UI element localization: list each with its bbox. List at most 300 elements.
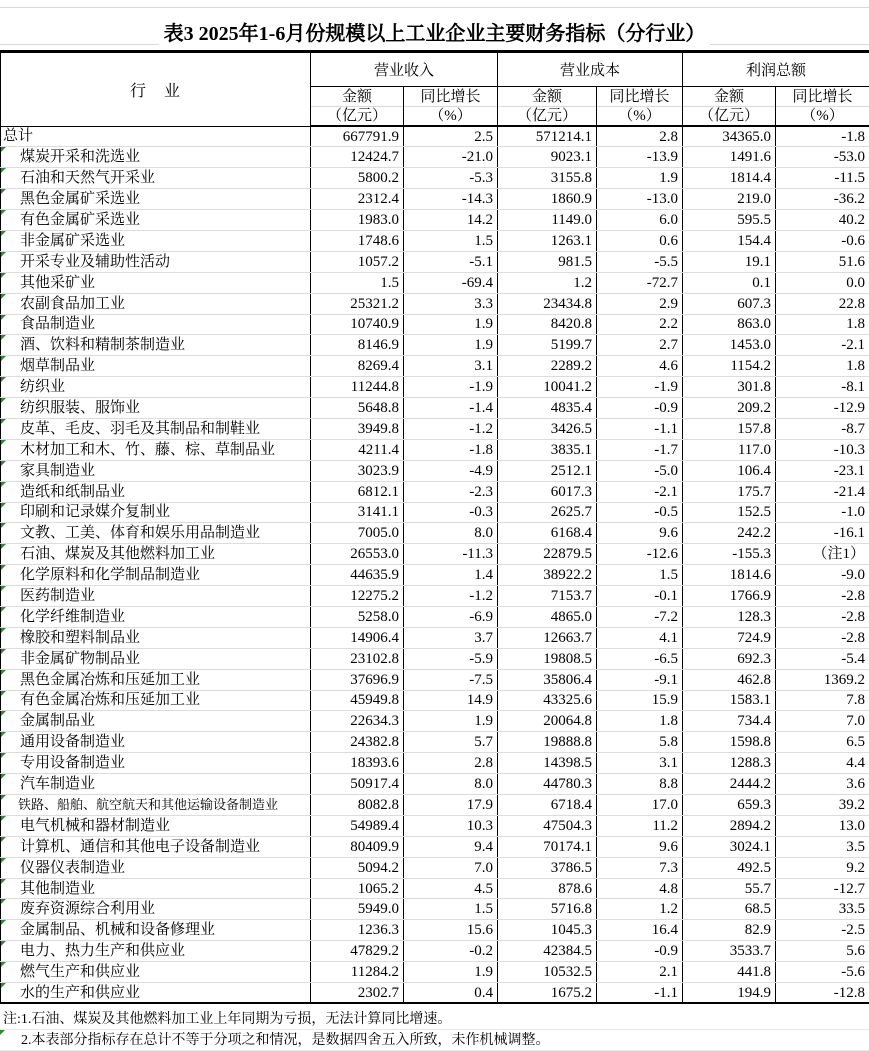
value-cell: -72.7 bbox=[597, 272, 683, 293]
value-cell: 4835.4 bbox=[498, 398, 597, 419]
industry-label: 铁路、船舶、航空航天和其他运输设备制造业 bbox=[18, 796, 279, 812]
value-cell: -2.1 bbox=[597, 481, 683, 502]
value-cell: -6.9 bbox=[404, 606, 498, 627]
industry-cell bbox=[1, 523, 311, 544]
value-cell: -1.0 bbox=[776, 502, 869, 523]
value-cell: 6812.1 bbox=[311, 481, 404, 502]
industry-cell bbox=[1, 774, 311, 795]
value-cell: 43325.6 bbox=[498, 690, 597, 711]
table-row bbox=[1, 502, 869, 523]
cell-flag-icon bbox=[1, 482, 6, 487]
value-cell: -1.9 bbox=[597, 377, 683, 398]
value-cell: 10532.5 bbox=[498, 962, 597, 983]
value-cell: 8146.9 bbox=[311, 335, 404, 356]
value-cell: 0.4 bbox=[404, 983, 498, 1004]
value-cell: 981.5 bbox=[498, 251, 597, 272]
value-cell: -9.0 bbox=[776, 565, 869, 586]
value-cell: 4.8 bbox=[597, 878, 683, 899]
cell-flag-icon bbox=[1, 503, 6, 508]
industry-cell bbox=[1, 398, 311, 419]
value-cell: -2.8 bbox=[776, 586, 869, 607]
value-cell: 26553.0 bbox=[311, 544, 404, 565]
value-cell: 462.8 bbox=[683, 669, 776, 690]
cell-flag-icon bbox=[1, 628, 6, 633]
cell-flag-icon bbox=[1, 607, 6, 612]
value-cell: -69.4 bbox=[404, 272, 498, 293]
table-row bbox=[1, 899, 869, 920]
value-cell: 12663.7 bbox=[498, 627, 597, 648]
value-cell: 2.2 bbox=[597, 314, 683, 335]
industry-cell bbox=[1, 690, 311, 711]
value-cell: 14.9 bbox=[404, 690, 498, 711]
industry-label: 燃气生产和供应业 bbox=[20, 964, 141, 981]
value-cell: 3.1 bbox=[597, 753, 683, 774]
value-cell: 3.3 bbox=[404, 293, 498, 314]
value-cell: 19.1 bbox=[683, 251, 776, 272]
value-cell: 24382.8 bbox=[311, 732, 404, 753]
value-cell: 3.6 bbox=[776, 774, 869, 795]
value-cell: -1.4 bbox=[404, 398, 498, 419]
value-cell: -5.9 bbox=[404, 648, 498, 669]
value-cell: 11244.8 bbox=[311, 377, 404, 398]
cell-flag-icon bbox=[1, 879, 6, 884]
value-cell: 175.7 bbox=[683, 481, 776, 502]
industry-label: 黑色金属冶炼和压延加工业 bbox=[20, 671, 201, 688]
value-cell: 80409.9 bbox=[311, 836, 404, 857]
value-cell: 0.0 bbox=[776, 272, 869, 293]
value-cell: 7.3 bbox=[597, 857, 683, 878]
cell-flag-icon bbox=[1, 837, 6, 842]
value-cell: 1288.3 bbox=[683, 753, 776, 774]
value-cell: 2.8 bbox=[597, 126, 683, 147]
cell-flag-icon bbox=[1, 649, 6, 654]
value-cell: 1.8 bbox=[776, 314, 869, 335]
value-cell: 4.6 bbox=[597, 356, 683, 377]
cell-flag-icon bbox=[1, 544, 6, 549]
value-cell: -0.6 bbox=[776, 230, 869, 251]
industry-label: 文教、工美、体育和娱乐用品制造业 bbox=[20, 525, 261, 542]
industry-cell bbox=[1, 335, 311, 356]
value-cell: 1.5 bbox=[597, 565, 683, 586]
industry-label: 汽车制造业 bbox=[20, 776, 96, 793]
industry-cell bbox=[1, 460, 311, 481]
industry-label: 农副食品加工业 bbox=[20, 295, 126, 312]
cell-flag-icon bbox=[1, 753, 6, 758]
value-cell: -155.3 bbox=[683, 544, 776, 565]
cell-flag-icon bbox=[1, 315, 6, 320]
value-cell: 3024.1 bbox=[683, 836, 776, 857]
cell-flag-icon bbox=[1, 858, 6, 863]
value-cell: 595.5 bbox=[683, 210, 776, 231]
cell-flag-icon bbox=[1, 899, 6, 904]
value-cell: 1675.2 bbox=[498, 983, 597, 1004]
value-cell: 37696.9 bbox=[311, 669, 404, 690]
value-cell: 38922.2 bbox=[498, 565, 597, 586]
value-cell: 1.8 bbox=[776, 356, 869, 377]
table-row bbox=[1, 565, 869, 586]
value-cell: -7.5 bbox=[404, 669, 498, 690]
table-row bbox=[1, 439, 869, 460]
value-cell: 1065.2 bbox=[311, 878, 404, 899]
industry-cell bbox=[1, 732, 311, 753]
value-cell: -0.3 bbox=[404, 502, 498, 523]
value-cell: 50917.4 bbox=[311, 774, 404, 795]
value-cell: -21.4 bbox=[776, 481, 869, 502]
cell-flag-icon bbox=[1, 670, 6, 675]
table-row bbox=[1, 481, 869, 502]
table-row bbox=[1, 272, 869, 293]
value-cell: 117.0 bbox=[683, 439, 776, 460]
value-cell: 15.6 bbox=[404, 920, 498, 941]
value-cell: -13.0 bbox=[597, 189, 683, 210]
table-row bbox=[1, 920, 869, 941]
value-cell: -36.2 bbox=[776, 189, 869, 210]
value-cell: 47829.2 bbox=[311, 941, 404, 962]
value-cell: -12.7 bbox=[776, 878, 869, 899]
table-row bbox=[1, 857, 869, 878]
industry-cell bbox=[1, 481, 311, 502]
value-cell: 4211.4 bbox=[311, 439, 404, 460]
value-cell: -53.0 bbox=[776, 147, 869, 168]
cell-flag-icon bbox=[1, 168, 6, 173]
value-cell: -11.5 bbox=[776, 168, 869, 189]
table-row bbox=[1, 836, 869, 857]
cell-flag-icon bbox=[1, 920, 6, 925]
industry-cell bbox=[1, 795, 311, 816]
value-cell: 0.1 bbox=[683, 272, 776, 293]
industry-cell bbox=[1, 920, 311, 941]
value-cell: 10041.2 bbox=[498, 377, 597, 398]
table-row bbox=[1, 377, 869, 398]
value-cell: 1983.0 bbox=[311, 210, 404, 231]
cell-flag-icon bbox=[1, 231, 6, 236]
cell-flag-icon bbox=[1, 962, 6, 967]
value-cell: -1.7 bbox=[597, 439, 683, 460]
industry-label: 通用设备制造业 bbox=[20, 734, 126, 751]
industry-cell bbox=[1, 648, 311, 669]
industry-label: 食品制造业 bbox=[20, 316, 96, 333]
subheader-revenue-growth: 同比增长 （%） bbox=[404, 87, 498, 127]
value-cell: 194.9 bbox=[683, 983, 776, 1004]
cell-flag-icon bbox=[1, 941, 6, 946]
table-row bbox=[1, 210, 869, 231]
value-cell: -2.1 bbox=[776, 335, 869, 356]
group-header-profit: 利润总额 bbox=[683, 52, 869, 87]
value-cell: 1491.6 bbox=[683, 147, 776, 168]
value-cell: 13.0 bbox=[776, 815, 869, 836]
cell-flag-icon bbox=[1, 252, 6, 257]
value-cell: -0.9 bbox=[597, 941, 683, 962]
industry-label: 其他采矿业 bbox=[20, 274, 96, 291]
value-cell: 9.6 bbox=[597, 836, 683, 857]
value-cell: 1598.8 bbox=[683, 732, 776, 753]
industry-cell bbox=[1, 293, 311, 314]
industry-cell bbox=[1, 189, 311, 210]
value-cell: 14.2 bbox=[404, 210, 498, 231]
value-cell: 22879.5 bbox=[498, 544, 597, 565]
table-row bbox=[1, 983, 869, 1004]
value-cell: -5.5 bbox=[597, 251, 683, 272]
value-cell: -2.5 bbox=[776, 920, 869, 941]
industry-cell bbox=[1, 230, 311, 251]
value-cell: -1.2 bbox=[404, 586, 498, 607]
value-cell: -14.3 bbox=[404, 189, 498, 210]
industry-cell bbox=[1, 711, 311, 732]
table-row bbox=[1, 648, 869, 669]
table-row bbox=[1, 418, 869, 439]
value-cell: 2.8 bbox=[404, 753, 498, 774]
value-cell: 2302.7 bbox=[311, 983, 404, 1004]
industry-cell bbox=[1, 168, 311, 189]
value-cell: 17.9 bbox=[404, 795, 498, 816]
table-row bbox=[1, 544, 869, 565]
value-cell: 33.5 bbox=[776, 899, 869, 920]
industry-cell bbox=[1, 857, 311, 878]
industry-cell bbox=[1, 669, 311, 690]
cell-flag-icon bbox=[1, 210, 6, 215]
value-cell: -10.3 bbox=[776, 439, 869, 460]
value-cell: 10740.9 bbox=[311, 314, 404, 335]
value-cell: 1583.1 bbox=[683, 690, 776, 711]
value-cell: 4865.0 bbox=[498, 606, 597, 627]
value-cell: -9.1 bbox=[597, 669, 683, 690]
value-cell: 55.7 bbox=[683, 878, 776, 899]
value-cell: 1814.4 bbox=[683, 168, 776, 189]
value-cell: 3.5 bbox=[776, 836, 869, 857]
value-cell: 8082.8 bbox=[311, 795, 404, 816]
value-cell: 11284.2 bbox=[311, 962, 404, 983]
cell-flag-icon bbox=[1, 273, 6, 278]
subheader-cost-amount: 金额 （亿元） bbox=[498, 87, 597, 127]
value-cell: 7.0 bbox=[776, 711, 869, 732]
cell-flag-icon bbox=[1, 691, 6, 696]
value-cell: 14398.5 bbox=[498, 753, 597, 774]
value-cell: 6017.3 bbox=[498, 481, 597, 502]
value-cell: 3155.8 bbox=[498, 168, 597, 189]
note-2 bbox=[0, 1030, 869, 1051]
value-cell: -1.2 bbox=[404, 418, 498, 439]
table-row bbox=[1, 732, 869, 753]
industry-header: 行 业 bbox=[1, 52, 311, 127]
value-cell: -5.4 bbox=[776, 648, 869, 669]
value-cell: 16.4 bbox=[597, 920, 683, 941]
table-row bbox=[1, 293, 869, 314]
value-cell: 6168.4 bbox=[498, 523, 597, 544]
value-cell: -5.1 bbox=[404, 251, 498, 272]
value-cell: -16.1 bbox=[776, 523, 869, 544]
industry-cell bbox=[1, 941, 311, 962]
value-cell: 1.5 bbox=[404, 899, 498, 920]
value-cell: -8.1 bbox=[776, 377, 869, 398]
table-row bbox=[1, 147, 869, 168]
value-cell: 7005.0 bbox=[311, 523, 404, 544]
table-row bbox=[1, 711, 869, 732]
value-cell: 7153.7 bbox=[498, 586, 597, 607]
industry-cell bbox=[1, 962, 311, 983]
industry-cell bbox=[1, 210, 311, 231]
subheader-profit-growth: 同比增长 （%） bbox=[776, 87, 869, 127]
page-title bbox=[0, 21, 869, 47]
table-header bbox=[1, 52, 869, 127]
table-row bbox=[1, 690, 869, 711]
value-cell: 878.6 bbox=[498, 878, 597, 899]
cell-flag-icon bbox=[1, 419, 6, 424]
value-cell: 3.7 bbox=[404, 627, 498, 648]
value-cell: 2.9 bbox=[597, 293, 683, 314]
value-cell: 1860.9 bbox=[498, 189, 597, 210]
industry-cell bbox=[1, 565, 311, 586]
value-cell: 1453.0 bbox=[683, 335, 776, 356]
value-cell: -5.0 bbox=[597, 460, 683, 481]
cell-flag-icon bbox=[1, 147, 6, 152]
industry-cell bbox=[1, 815, 311, 836]
industry-label: 仪器仪表制造业 bbox=[20, 859, 126, 876]
table-row bbox=[1, 335, 869, 356]
industry-cell bbox=[1, 502, 311, 523]
industry-label: 金属制品、机械和设备修理业 bbox=[20, 922, 216, 939]
value-cell: 10.3 bbox=[404, 815, 498, 836]
value-cell: 4.4 bbox=[776, 753, 869, 774]
value-cell: 1.2 bbox=[498, 272, 597, 293]
value-cell: 9023.1 bbox=[498, 147, 597, 168]
value-cell: 6.0 bbox=[597, 210, 683, 231]
value-cell: 8269.4 bbox=[311, 356, 404, 377]
table-row bbox=[1, 168, 869, 189]
table-row bbox=[1, 878, 869, 899]
value-cell: 5648.8 bbox=[311, 398, 404, 419]
cell-flag-icon bbox=[1, 565, 6, 570]
value-cell: 2289.2 bbox=[498, 356, 597, 377]
note-1: 注:1.石油、煤炭及其他燃料加工业上年同期为亏损，无法计算同比增速。 bbox=[0, 1009, 869, 1030]
table-row bbox=[1, 606, 869, 627]
industry-cell bbox=[1, 314, 311, 335]
value-cell: 40.2 bbox=[776, 210, 869, 231]
table-row bbox=[1, 962, 869, 983]
value-cell: -0.2 bbox=[404, 941, 498, 962]
industry-label: 石油、煤炭及其他燃料加工业 bbox=[20, 546, 216, 563]
industry-label: 酒、饮料和精制茶制造业 bbox=[20, 337, 186, 354]
cell-flag-icon bbox=[1, 356, 6, 361]
value-cell: -1.1 bbox=[597, 983, 683, 1004]
cell-flag-icon bbox=[1, 189, 6, 194]
subheader-profit-amount: 金额 （亿元） bbox=[683, 87, 776, 127]
value-cell: 68.5 bbox=[683, 899, 776, 920]
value-cell: 5.6 bbox=[776, 941, 869, 962]
table-row bbox=[1, 795, 869, 816]
value-cell: （注1） bbox=[776, 544, 869, 565]
value-cell: 1.9 bbox=[404, 711, 498, 732]
value-cell: 1.8 bbox=[597, 711, 683, 732]
subheader-revenue-amount: 金额 （亿元） bbox=[311, 87, 404, 127]
group-header-revenue: 营业收入 bbox=[311, 52, 498, 87]
table-row bbox=[1, 230, 869, 251]
industry-label: 化学原料和化学制品制造业 bbox=[20, 567, 201, 584]
value-cell: 1766.9 bbox=[683, 586, 776, 607]
cell-flag-icon bbox=[0, 1030, 5, 1035]
value-cell: 2.7 bbox=[597, 335, 683, 356]
industry-label: 煤炭开采和洗选业 bbox=[20, 149, 141, 166]
cell-flag-icon bbox=[1, 732, 6, 737]
value-cell: 9.6 bbox=[597, 523, 683, 544]
value-cell: 18393.6 bbox=[311, 753, 404, 774]
value-cell: -2.8 bbox=[776, 606, 869, 627]
value-cell: 35806.4 bbox=[498, 669, 597, 690]
industry-label: 废弃资源综合利用业 bbox=[20, 901, 156, 918]
value-cell: 5.8 bbox=[597, 732, 683, 753]
industry-cell bbox=[1, 377, 311, 398]
table-row bbox=[1, 523, 869, 544]
value-cell: 2.5 bbox=[404, 126, 498, 147]
industry-cell bbox=[1, 356, 311, 377]
value-cell: 209.2 bbox=[683, 398, 776, 419]
industry-label: 电气机械和器材制造业 bbox=[20, 817, 171, 834]
value-cell: 44780.3 bbox=[498, 774, 597, 795]
footnotes bbox=[0, 1009, 869, 1051]
table-row bbox=[1, 356, 869, 377]
industry-label: 其他制造业 bbox=[20, 880, 96, 897]
industry-label: 纺织服装、服饰业 bbox=[20, 400, 141, 417]
value-cell: -1.1 bbox=[597, 418, 683, 439]
value-cell: 54989.4 bbox=[311, 815, 404, 836]
value-cell: -2.8 bbox=[776, 627, 869, 648]
value-cell: -23.1 bbox=[776, 460, 869, 481]
subheader-cost-growth: 同比增长 （%） bbox=[597, 87, 683, 127]
value-cell: 863.0 bbox=[683, 314, 776, 335]
value-cell: 692.3 bbox=[683, 648, 776, 669]
industry-label: 造纸和纸制品业 bbox=[20, 483, 126, 500]
value-cell: 128.3 bbox=[683, 606, 776, 627]
value-cell: 6718.4 bbox=[498, 795, 597, 816]
value-cell: 441.8 bbox=[683, 962, 776, 983]
value-cell: 2444.2 bbox=[683, 774, 776, 795]
value-cell: 106.4 bbox=[683, 460, 776, 481]
table-row bbox=[1, 398, 869, 419]
value-cell: 19888.8 bbox=[498, 732, 597, 753]
value-cell: 8420.8 bbox=[498, 314, 597, 335]
cell-flag-icon bbox=[1, 711, 6, 716]
value-cell: 12424.7 bbox=[311, 147, 404, 168]
industry-label: 家具制造业 bbox=[20, 462, 96, 479]
value-cell: 1057.2 bbox=[311, 251, 404, 272]
value-cell: 3835.1 bbox=[498, 439, 597, 460]
value-cell: 157.8 bbox=[683, 418, 776, 439]
value-cell: 5716.8 bbox=[498, 899, 597, 920]
value-cell: 1369.2 bbox=[776, 669, 869, 690]
value-cell: -12.8 bbox=[776, 983, 869, 1004]
industry-label: 开采专业及辅助性活动 bbox=[20, 253, 171, 270]
value-cell: 1.5 bbox=[404, 230, 498, 251]
table-row bbox=[1, 314, 869, 335]
value-cell: 2312.4 bbox=[311, 189, 404, 210]
value-cell: 3426.5 bbox=[498, 418, 597, 439]
value-cell: 1.5 bbox=[311, 272, 404, 293]
industry-label: 总计 bbox=[3, 128, 34, 145]
industry-cell bbox=[1, 606, 311, 627]
value-cell: 51.6 bbox=[776, 251, 869, 272]
industry-label: 化学纤维制造业 bbox=[20, 608, 126, 625]
header-group-row bbox=[1, 52, 869, 87]
value-cell: -12.6 bbox=[597, 544, 683, 565]
value-cell: 2.1 bbox=[597, 962, 683, 983]
industry-label: 金属制品业 bbox=[20, 713, 96, 730]
value-cell: 5.7 bbox=[404, 732, 498, 753]
industry-label: 纺织业 bbox=[20, 379, 66, 396]
cell-flag-icon bbox=[1, 816, 6, 821]
industry-cell bbox=[1, 147, 311, 168]
value-cell: 8.0 bbox=[404, 523, 498, 544]
industry-label: 计算机、通信和其他电子设备制造业 bbox=[20, 838, 261, 855]
value-cell: 45949.8 bbox=[311, 690, 404, 711]
